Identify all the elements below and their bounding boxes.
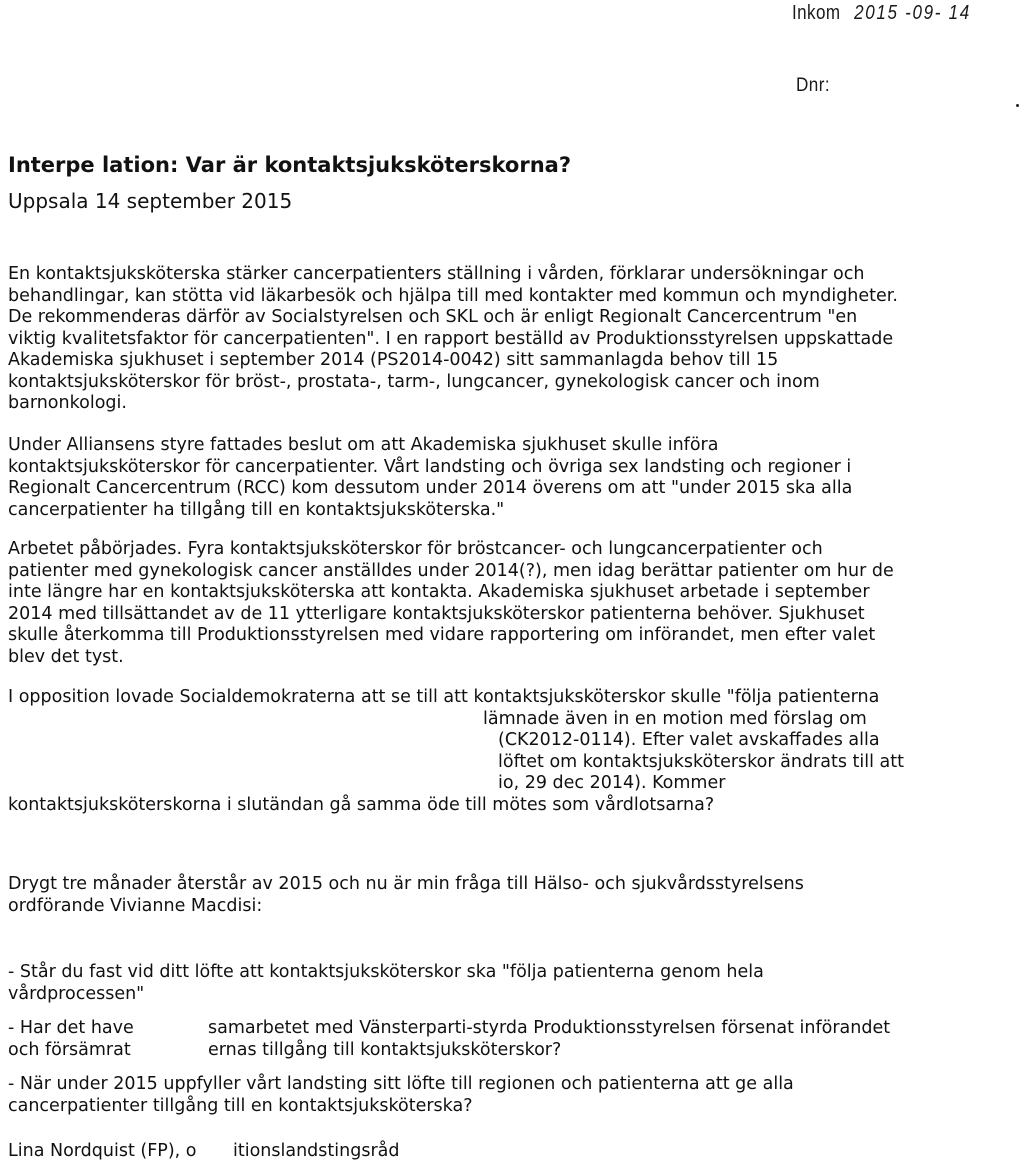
question-3	[8, 1074, 794, 1117]
text-line-partial: io, 29 dec 2014). Kommer	[498, 773, 726, 793]
paragraph-work-started	[8, 539, 894, 668]
diary-number-label: Dnr:	[796, 75, 831, 96]
text-fragment: - Har det have	[8, 1018, 134, 1038]
signature-name: Lina Nordquist (FP), o	[8, 1141, 197, 1161]
text-line: patienter med gynekologisk cancer anställdes under 2014(?), men idag berättar patienter om hur de	[8, 560, 894, 581]
text-line: - När under 2015 uppfyller vårt landsting sitt löfte till regionen och patienterna att ge alla	[8, 1074, 794, 1094]
text-line: Drygt tre månader återstår av 2015 och nu är min fråga till Hälso- och sjukvårdsstyrelsens	[8, 874, 804, 894]
text-fragment: samarbetet med Vänsterparti-styrda Produktionsstyrelsen försenat införandet	[208, 1018, 891, 1038]
paragraph-intro	[8, 264, 898, 415]
text-line: - Står du fast vid ditt löfte att kontaktsjuksköterskor ska "följa patienterna genom hela	[8, 962, 764, 982]
text-line: kontaktsjuksköterskor för cancerpatienter. Vårt landsting och övriga sex landsting och regioner i	[8, 456, 852, 477]
received-stamp-label: Inkom	[792, 2, 841, 24]
text-line: En kontaktsjuksköterska stärker cancerpatienters ställning i vården, förklarar undersökningar och	[8, 264, 865, 284]
text-line: ordförande Vivianne Macdisi:	[8, 895, 263, 916]
text-line: cancerpatienter ha tillgång till en kontaktsjuksköterska."	[8, 499, 505, 520]
text-fragment: och försämrat	[8, 1039, 131, 1060]
signature-title: itionslandstingsråd	[233, 1141, 400, 1161]
text-fragment: ernas tillgång till kontaktsjuksköterskor?	[208, 1039, 562, 1060]
text-line: 2014 med tillsättandet av de 11 ytterligare kontaktsjuksköterskor patienterna behöver. Sjukhuset	[8, 603, 865, 624]
text-line: vårdprocessen"	[8, 983, 145, 1004]
text-line: Regionalt Cancercentrum (RCC) kom dessutom under 2014 överens om att "under 2015 ska alla	[8, 478, 853, 498]
text-line: barnonkologi.	[8, 393, 127, 413]
text-line-partial: lämnade även in en motion med förslag om	[483, 708, 867, 729]
text-line: De rekommenderas därför av Socialstyrelsen och SKL och är enligt Regionalt Cancercentrum "en	[8, 307, 858, 327]
document-dateline: Uppsala 14 september 2015	[8, 189, 293, 213]
text-line: viktig kvalitetsfaktor för cancerpatienten". I en rapport beställd av Produktionsstyrelsen uppskattade	[8, 328, 894, 349]
text-line: behandlingar, kan stötta vid läkarbesök och hjälpa till med kontakter med kommun och myndigheter.	[8, 285, 898, 306]
question-1	[8, 962, 764, 1005]
text-line: cancerpatienter tillgång till en kontaktsjuksköterska?	[8, 1095, 473, 1116]
received-stamp-date: 2015 -09- 14	[854, 2, 971, 24]
text-line: I opposition lovade Socialdemokraterna att se till att kontaktsjuksköterskor skulle "följa patienterna	[8, 687, 880, 707]
paragraph-alliance	[8, 435, 852, 521]
text-line: skulle återkomma till Produktionsstyrelsen med vidare rapportering om införandet, men efter valet	[8, 625, 876, 645]
received-stamp	[792, 2, 971, 25]
text-line: blev det tyst.	[8, 646, 124, 667]
text-line: Under Alliansens styre fattades beslut om att Akademiska sjukhuset skulle införa	[8, 435, 719, 455]
text-line: inte längre har en kontaktsjuksköterska att kontakta. Akademiska sjukhuset arbetade i september	[8, 582, 870, 602]
text-line-partial: löftet om kontaktsjuksköterskor ändrats till att	[498, 751, 904, 772]
text-line-partial: (CK2012-0114). Efter valet avskaffades alla	[498, 730, 880, 750]
text-line: Arbetet påbörjades. Fyra kontaktsjuksköterskor för bröstcancer- och lungcancerpatienter och	[8, 539, 823, 559]
text-line: Akademiska sjukhuset i september 2014 (PS2014-0042) sitt sammanlagda behov till 15	[8, 350, 779, 370]
paragraph-opposition	[8, 687, 904, 816]
document-title: Interpe lation: Var är kontaktsjuksköterskorna?	[8, 153, 572, 177]
text-line: kontaktsjuksköterskor för bröst-, prostata-, tarm-, lungcancer, gynekologisk cancer och inom	[8, 371, 820, 392]
text-line: kontaktsjuksköterskorna i slutändan gå samma öde till mötes som vårdlotsarna?	[8, 794, 715, 815]
scan-speck	[1016, 104, 1019, 107]
paragraph-question-intro	[8, 874, 804, 917]
